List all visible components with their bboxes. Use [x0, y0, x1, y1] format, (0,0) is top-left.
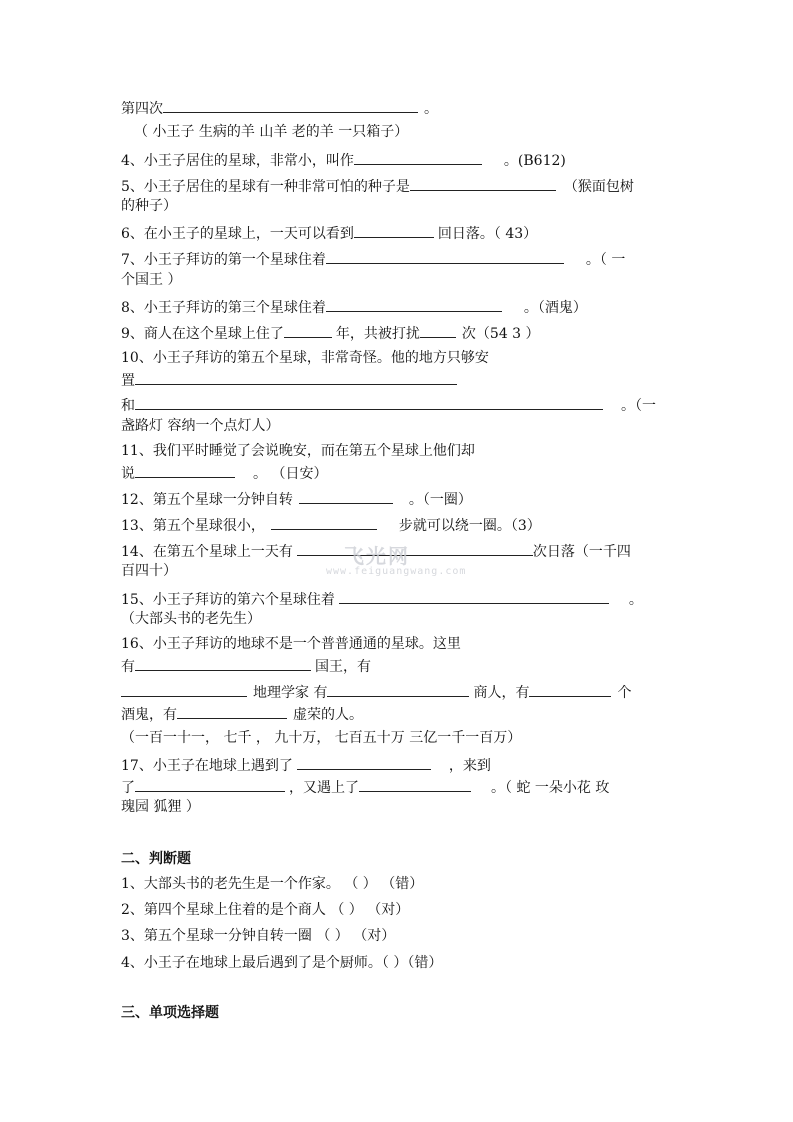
- q10-blank1: 置: [121, 369, 457, 391]
- q6: 6、在小王子的星球上，一天可以看到 回日落。（ 43）: [121, 222, 537, 244]
- answer-blank[interactable]: [135, 394, 603, 410]
- judge-item: 2、第四个星球上住着的是个商人 （ ） （对）: [121, 902, 410, 918]
- answer-blank[interactable]: [529, 681, 611, 697]
- q3-line4: 第四次 。: [121, 97, 438, 119]
- q4: 4、小王子居住的星球，非常小，叫作 。(B612): [121, 149, 566, 171]
- q8: 8、小王子拜访的第三个星球住着 。（酒鬼）: [121, 296, 587, 318]
- answer-blank[interactable]: [326, 248, 564, 264]
- choice-section-title: 三、单项选择题: [121, 1005, 219, 1021]
- judge-item: 4、小王子在地球上最后遇到了是个厨师。（ ）（错）: [121, 955, 443, 971]
- answer-blank[interactable]: [135, 462, 235, 478]
- answer-blank[interactable]: [177, 703, 287, 719]
- answer-blank[interactable]: [121, 681, 247, 697]
- q14-cont: 百四十）: [121, 563, 177, 579]
- q16-blank-c: 酒鬼，有 虚荣的人。: [121, 703, 363, 725]
- q10: 10、小王子拜访的第五个星球，非常奇怪。他的地方只够安: [121, 350, 489, 366]
- q9: 9、商人在这个星球上住了 年，共被打扰 次（54 3 ）: [121, 322, 540, 344]
- answer-blank[interactable]: [271, 514, 377, 530]
- answer-blank[interactable]: [410, 175, 556, 191]
- judge-item: 3、第五个星球一分钟自转一圈 （ ） （对）: [121, 928, 396, 944]
- q14: 14、在第五个星球上一天有 次日落（一千四: [121, 540, 631, 562]
- answer-blank[interactable]: [135, 776, 285, 792]
- answer-blank[interactable]: [297, 754, 431, 770]
- q7-cont: 个国王 ）: [121, 272, 182, 288]
- answer-blank[interactable]: [284, 322, 332, 338]
- answer-blank[interactable]: [299, 488, 393, 504]
- q17-blank: 了 ，又遇上了 。（ 蛇 一朵小花 玫: [121, 776, 609, 798]
- answer-blank[interactable]: [135, 655, 311, 671]
- watermark-logo: 飞光网 www.feiguangwang.com: [326, 544, 467, 577]
- q10-cont: 盏路灯 容纳一个点灯人）: [121, 418, 280, 434]
- answer-blank[interactable]: [327, 681, 469, 697]
- answer-blank[interactable]: [359, 776, 471, 792]
- answer-blank[interactable]: [354, 222, 434, 238]
- answer-blank[interactable]: [420, 322, 456, 338]
- q15: 15、小王子拜访的第六个星球住着 。: [121, 588, 643, 610]
- judge-section-title: 二、判断题: [121, 851, 191, 867]
- q11-blank: 说 。 （日安）: [121, 462, 327, 484]
- q17: 17、小王子在地球上遇到了 ，来到: [121, 754, 491, 776]
- q5: 5、小王子居住的星球有一种非常可怕的种子是 （猴面包树: [121, 175, 634, 197]
- q13: 13、第五个星球很小， 步就可以绕一圈。（3）: [121, 514, 541, 536]
- answer-blank[interactable]: [339, 588, 609, 604]
- q17-cont: 瑰园 狐狸 ）: [121, 799, 200, 815]
- q16-blank-b: 地理学家 有 商人，有 个: [121, 681, 631, 703]
- q15-cont: （大部头书的老先生）: [121, 611, 261, 627]
- judge-item: 1、大部头书的老先生是一个作家。 （ ） （错）: [121, 876, 424, 892]
- q5-cont: 的种子）: [121, 198, 177, 214]
- answer-blank[interactable]: [354, 149, 482, 165]
- q11: 11、我们平时睡觉了会说晚安，而在第五个星球上他们却: [121, 443, 475, 459]
- q16-blank-a: 有 国王，有: [121, 655, 371, 677]
- answer-blank[interactable]: [135, 369, 457, 385]
- q10-blank2: 和 。（一: [121, 394, 656, 416]
- answer-blank[interactable]: [326, 296, 502, 312]
- answer-blank[interactable]: [163, 97, 418, 113]
- q16-answers: （一百一十一， 七千 ， 九十万， 七百五十万 三亿一千一百万）: [121, 730, 522, 746]
- q7: 7、小王子拜访的第一个星球住着 。（ 一: [121, 248, 625, 270]
- q16: 16、小王子拜访的地球不是一个普普通通的星球。这里: [121, 636, 461, 652]
- q12: 12、第五个星球一分钟自转 。（一圈）: [121, 488, 472, 510]
- q3-answers: （ 小王子 生病的羊 山羊 老的羊 一只箱子）: [134, 124, 409, 140]
